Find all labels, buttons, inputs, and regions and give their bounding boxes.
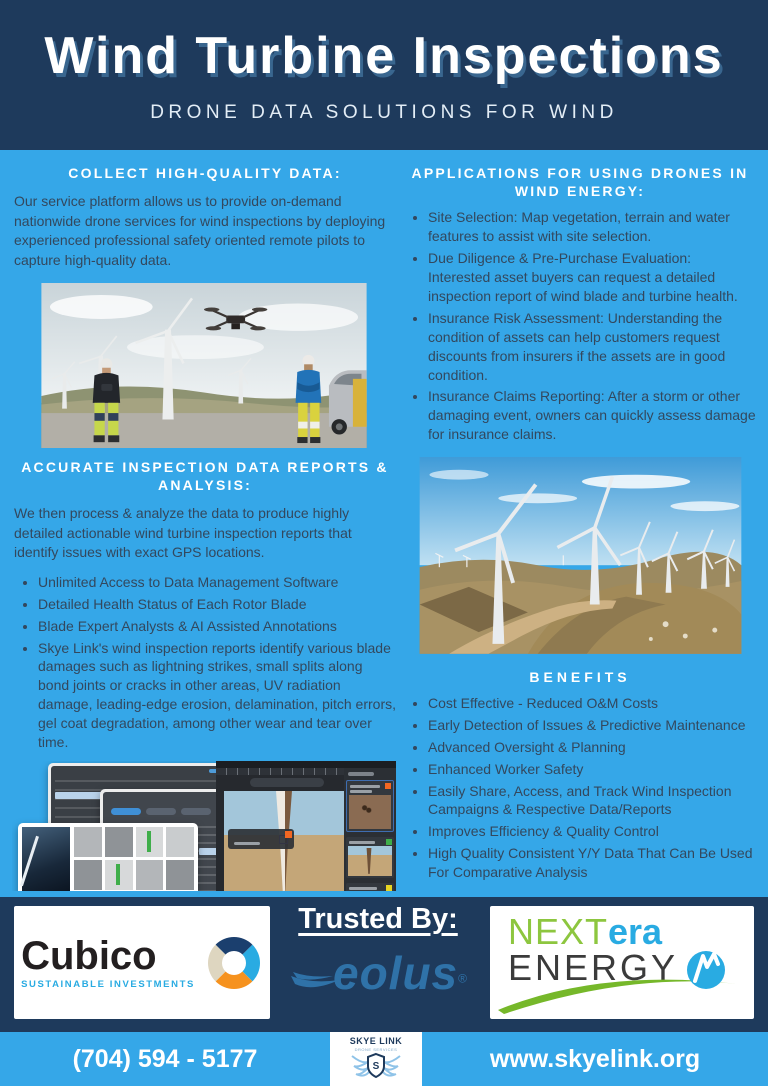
nextera-logo-text-next: NEXT	[508, 911, 609, 952]
inspection-software-screenshot	[12, 761, 396, 891]
bullet-item: • Insurance Risk Assessment: Understanding the condition of assets can help customers request discounts from insurers if the assets are in good condition.	[428, 309, 756, 385]
damage-card	[346, 883, 394, 891]
skyelink-logo-tagline: DRONE SERVICES	[354, 1047, 398, 1052]
bullet-item: • Improves Efficiency & Quality Control	[428, 822, 756, 841]
viewer-search-pill	[250, 778, 324, 787]
applications-heading: APPLICATIONS FOR USING DRONES IN WIND ENERGY:	[411, 165, 749, 200]
wind-farm-photo	[417, 457, 744, 654]
nextera-logo-text-era: era	[608, 911, 663, 952]
cubico-logo-card	[14, 906, 270, 1019]
website-url: www.skyelink.org	[489, 1045, 701, 1073]
svg-text:S: S	[372, 1061, 380, 1072]
benefits-bullet-list	[404, 694, 756, 885]
bullet-item: • Site Selection: Map vegetation, terrain and water features to assist with site selection.	[428, 208, 756, 246]
trusted-by-block	[272, 903, 484, 1000]
trusted-by-band	[0, 897, 768, 1032]
bullet-item: • Detailed Health Status of Each Rotor Blade	[38, 595, 396, 614]
nextera-emblem-icon	[490, 906, 754, 1019]
eolus-logo	[289, 946, 467, 1000]
header-banner	[0, 0, 768, 150]
bullet-item: • Unlimited Access to Data Management Software	[38, 573, 396, 592]
service-van	[329, 370, 367, 434]
report-cover-blade-image	[22, 827, 70, 891]
collect-body: Our service platform allows us to provide on-demand nationwide drone services for wind inspections by deploying experienced professional safety oriented remote pilots to capture high-quality data.	[14, 193, 386, 268]
collect-heading: COLLECT HIGH-QUALITY DATA:	[68, 165, 342, 181]
benefits-heading: BENEFITS	[529, 668, 631, 685]
left-column	[14, 160, 396, 891]
skyelink-logo	[330, 1032, 422, 1086]
skyelink-logo-text: SKYE LINK	[349, 1036, 403, 1046]
report-thumbnails	[74, 827, 194, 891]
bullet-item: • High Quality Consistent Y/Y Data That Can Be Used For Comparative Analysis	[428, 844, 756, 882]
bullet-item: • Enhanced Worker Safety	[428, 760, 756, 779]
applications-bullet-list	[404, 208, 756, 447]
skyelink-shield-icon	[350, 1052, 402, 1078]
drone-pilots-photo	[14, 283, 394, 448]
bullet-item: • Advanced Oversight & Planning	[428, 738, 756, 757]
page-subtitle: DRONE DATA SOLUTIONS FOR WIND	[150, 102, 618, 123]
page-title: Wind Turbine Inspections	[44, 27, 724, 85]
nextera-logo-text-energy: ENERGY	[508, 947, 679, 988]
inspection-report-window	[18, 823, 198, 891]
registered-mark: ®	[458, 971, 467, 986]
bullet-item: • Cost Effective - Reduced O&M Costs	[428, 694, 756, 713]
reports-bullet-list	[14, 573, 396, 755]
right-column	[404, 160, 756, 891]
content-area	[0, 150, 768, 897]
damage-list-sidebar	[344, 768, 396, 891]
cubico-logo-text: Cubico	[21, 933, 157, 978]
bullet-item: • Due Diligence & Pre-Purchase Evaluation: Interested asset buyers can request a detailed inspection report of wind blade and turbine health.	[428, 249, 756, 306]
reports-heading: ACCURATE INSPECTION DATA REPORTS & ANALYSIS:	[21, 458, 389, 493]
cubico-tagline: SUSTAINABLE INVESTMENTS	[21, 978, 195, 990]
damage-card	[346, 837, 394, 878]
measurement-ruler	[216, 768, 350, 775]
bullet-item: • Early Detection of Issues & Predictive Maintenance	[428, 716, 756, 735]
eolus-logo-text: eolus	[333, 947, 459, 999]
damage-card	[346, 780, 394, 832]
bullet-item: • Skye Link's wind inspection reports identify various blade damages such as lightning strikes, small splits along bond joints or cracks in other areas, UV radiation damage, leading-edge erosion, delamination, pitch errors, gel coat degradation, among other wear and tear over time.	[38, 639, 396, 752]
bullet-item: • Easily Share, Access, and Track Wind Inspection Campaigns & Respective Data/Reports	[428, 782, 756, 820]
annotation-toolbar	[228, 829, 294, 849]
phone-number: (704) 594 - 5177	[72, 1045, 258, 1073]
footer-bar	[0, 1032, 768, 1086]
bullet-item: • Insurance Claims Reporting: After a storm or other damaging event, owners can quickly assess damage for insurance claims.	[428, 387, 756, 444]
bullet-item: • Blade Expert Analysts & AI Assisted Annotations	[38, 617, 396, 636]
cubico-swirl-icon	[205, 934, 263, 992]
nextera-logo-card	[490, 906, 754, 1019]
reports-body: We then process & analyze the data to produce highly detailed actionable wind turbine inspection reports that identify issues with exact GPS locations.	[14, 505, 352, 561]
blade-viewer-window	[216, 761, 396, 891]
trusted-by-label: Trusted By:	[298, 903, 458, 935]
